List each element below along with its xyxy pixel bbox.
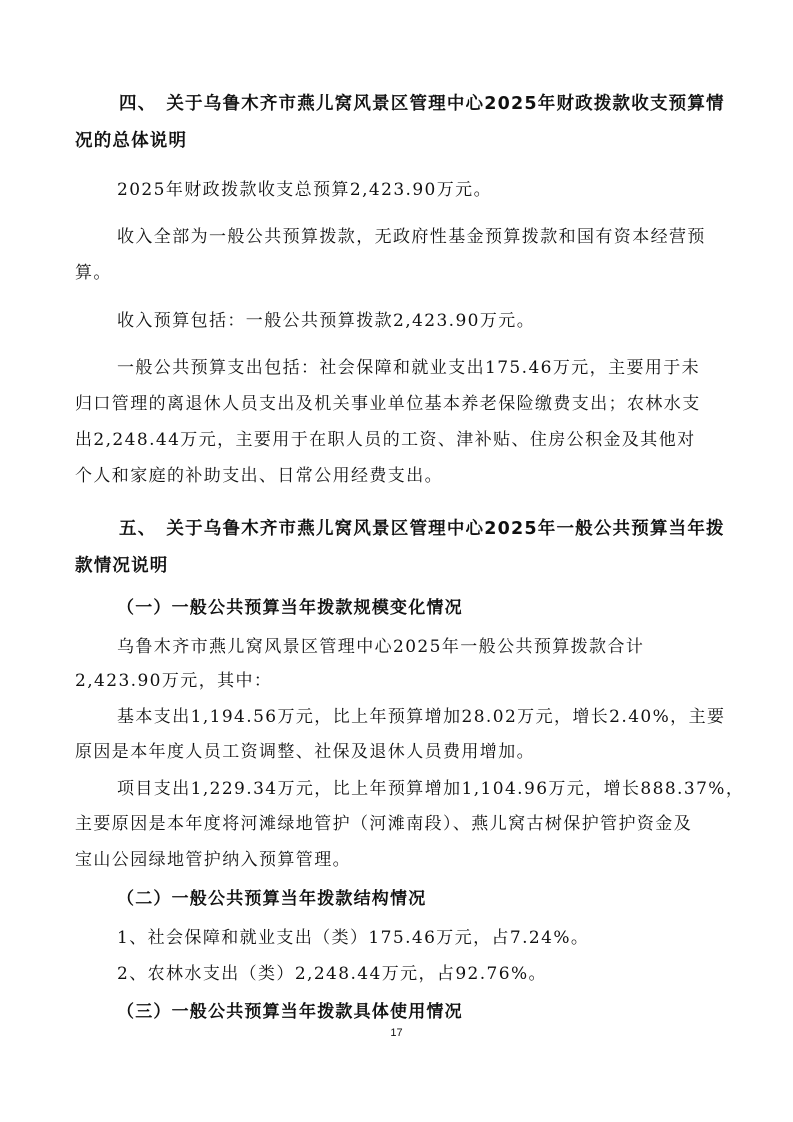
paragraph-structure-item-1: 1、社会保障和就业支出（类）175.46万元，占7.24%。 xyxy=(117,928,590,948)
paragraph-project-expenditure-line-3: 宝山公园绿地管护纳入预算管理。 xyxy=(75,850,351,870)
paragraph-total-appropriation-line-1: 乌鲁木齐市燕儿窝风景区管理中心2025年一般公共预算拨款合计 xyxy=(117,637,645,657)
paragraph-income-source-line-1: 收入全部为一般公共预算拨款，无政府性基金预算拨款和国有资本经营预 xyxy=(117,227,706,247)
paragraph-structure-item-2: 2、农林水支出（类）2,248.44万元，占92.76%。 xyxy=(117,964,547,984)
paragraph-expenditure-line-1: 一般公共预算支出包括：社会保障和就业支出175.46万元，主要用于未 xyxy=(117,358,701,378)
paragraph-income-budget: 收入预算包括：一般公共预算拨款2,423.90万元。 xyxy=(117,311,536,331)
paragraph-total-appropriation-line-2: 2,423.90万元，其中： xyxy=(75,671,273,691)
section-4-heading-line-2: 况的总体说明 xyxy=(75,131,188,151)
page-number: 17 xyxy=(390,1027,403,1039)
paragraph-expenditure-line-2: 归口管理的离退休人员支出及机关事业单位基本养老保险缴费支出；农林水支 xyxy=(75,394,701,414)
section-5-heading-line-1: 五、 关于乌鲁木齐市燕儿窝风景区管理中心2025年一般公共预算当年拨 xyxy=(119,519,725,539)
paragraph-total-budget: 2025年财政拨款收支总预算2,423.90万元。 xyxy=(117,180,492,200)
subsection-1-title: （一）一般公共预算当年拨款规模变化情况 xyxy=(117,598,463,618)
section-4-heading-line-1: 四、 关于乌鲁木齐市燕儿窝风景区管理中心2025年财政拨款收支预算情 xyxy=(119,94,725,114)
paragraph-income-source-line-2: 算。 xyxy=(75,263,112,283)
section-5-heading-line-2: 款情况说明 xyxy=(75,556,169,576)
paragraph-project-expenditure-line-1: 项目支出1,229.34万元，比上年预算增加1,104.96万元，增长888.37%， xyxy=(117,779,745,799)
paragraph-basic-expenditure-line-1: 基本支出1,194.56万元，比上年预算增加28.02万元，增长2.40%，主要 xyxy=(117,707,726,727)
subsection-2-title: （二）一般公共预算当年拨款结构情况 xyxy=(117,889,427,909)
paragraph-expenditure-line-4: 个人和家庭的补助支出、日常公用经费支出。 xyxy=(75,466,443,486)
subsection-3-title: （三）一般公共预算当年拨款具体使用情况 xyxy=(117,1002,463,1022)
paragraph-expenditure-line-3: 出2,248.44万元，主要用于在职人员的工资、津补贴、住房公积金及其他对 xyxy=(75,430,696,450)
paragraph-project-expenditure-line-2: 主要原因是本年度将河滩绿地管护（河滩南段）、燕儿窝古树保护管护资金及 xyxy=(75,814,693,834)
paragraph-basic-expenditure-line-2: 原因是本年度人员工资调整、社保及退休人员费用增加。 xyxy=(75,742,535,762)
